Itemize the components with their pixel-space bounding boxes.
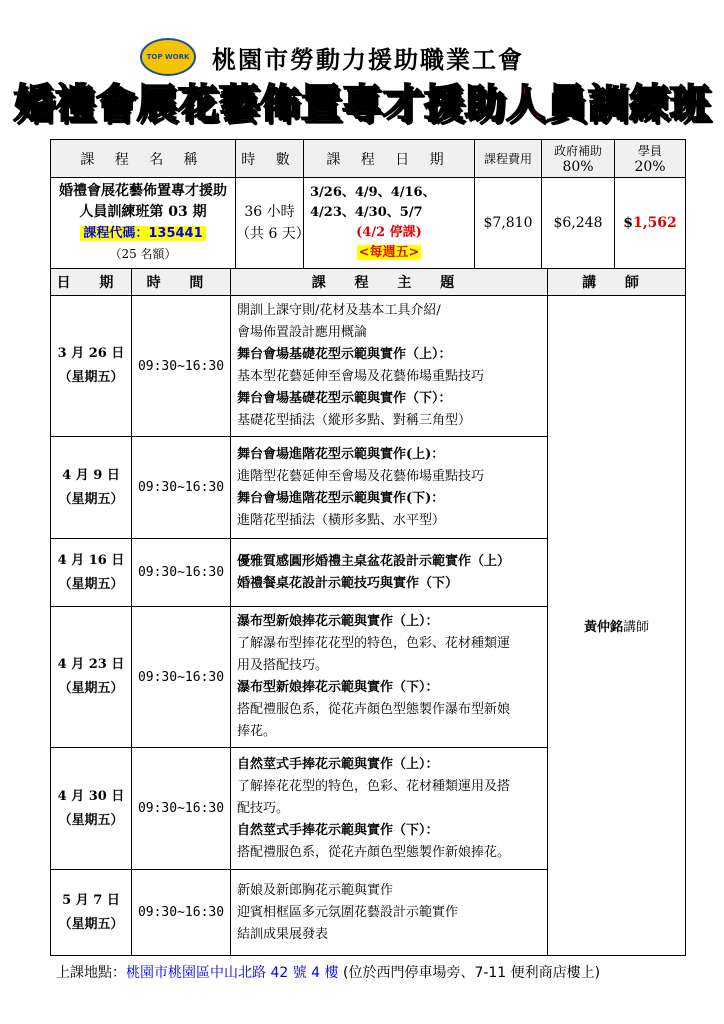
topic-line: 進階型花藝延伸至會場及花藝佈場重點技巧 — [237, 468, 485, 484]
fee-value: $7,810 — [475, 178, 542, 269]
teacher-name: 黃仲銘 — [583, 620, 623, 635]
topic-line: 迎賓相框區多元氛圍花藝設計示範實作 — [237, 904, 459, 920]
topic-line: 舞台會場基礎花型示範與實作（下）： — [237, 391, 452, 406]
header-topic: 課 程 主 題 — [231, 269, 548, 296]
weekday-note: <每週五> — [358, 245, 420, 260]
topic-line: 自然莖式手捧花示範與實作（上）： — [237, 756, 439, 772]
header-time: 時 間 — [132, 269, 231, 296]
organization-name: 桃園市勞動力援助職業工會 — [212, 46, 524, 74]
topic-line: 搭配禮服色系，從花卉顏色型態製作瀑布型新娘 — [237, 702, 511, 717]
course-dates: 3/26、4/9、4/16、4/23、4/30、5/7 — [310, 185, 436, 220]
topic-line: 結訓成果展發表 — [237, 926, 329, 942]
row-date: 4 月 23 日 （星期五） — [51, 607, 132, 748]
topic-line: 舞台會場基礎花型示範與實作（上）： — [237, 347, 452, 362]
suspend-note: (4/2 停課) — [356, 225, 422, 240]
gov-value: $6,248 — [542, 178, 615, 269]
topic-line: 舞台會場進階花型示範與實作(下)： — [237, 490, 445, 506]
topic-line: 基礎花型插法（縱形多點、對稱三角型） — [237, 413, 472, 428]
days-value: （共 6 天） — [236, 226, 310, 242]
topic-line: 自然莖式手捧花示範與實作（下）： — [237, 822, 439, 838]
hours-value: 36 小時 — [244, 204, 295, 220]
student-value: $1,562 — [615, 178, 686, 269]
location-note: (位於西門停車場旁、7-11 便利商店樓上) — [338, 965, 601, 981]
row-date: 3 月 26 日 （星期五） — [51, 296, 132, 437]
row-date: 4 月 9 日 （星期五） — [51, 437, 132, 539]
dates-cell — [304, 178, 475, 269]
header-gov-subsidy: 政府補助 80% — [542, 140, 615, 178]
page-header — [0, 30, 724, 130]
location-footer — [56, 962, 600, 982]
topic-line: 開訓上課守則/花材及基本工具介紹/ — [237, 303, 441, 318]
header-course-name: 課 程 名 稱 — [51, 140, 236, 178]
header-hours: 時 數 — [236, 140, 304, 178]
topic-line: 婚禮餐桌花設計示範技巧與實作（下） — [237, 575, 459, 591]
topic-line: 進階花型插法（橫形多點、水平型） — [237, 512, 446, 528]
course-name: 婚禮會展花藝佈置專才援助人員訓練班第 03 期 — [59, 183, 227, 220]
row-date: 5 月 7 日 （星期五） — [51, 870, 132, 956]
header-dates: 課 程 日 期 — [304, 140, 475, 178]
row-time: 09:30~16:30 — [132, 607, 231, 748]
row-topic — [231, 748, 548, 870]
row-topic — [231, 437, 548, 539]
schedule-table — [50, 268, 686, 956]
teacher-title: 講師 — [623, 620, 650, 635]
row-topic — [231, 870, 548, 956]
topic-line: 了解瀑布型捧花花型的特色，色彩、花材種類運 — [237, 636, 511, 651]
topic-line: 瀑布型新娘捧花示範與實作（下）： — [237, 680, 439, 695]
row-date: 4 月 16 日 （星期五） — [51, 539, 132, 607]
course-quota: （25 名額） — [109, 247, 177, 261]
logo-text: TOP WORK — [146, 53, 190, 61]
topic-line: 優雅質感圓形婚禮主桌盆花設計示範實作（上） — [237, 553, 511, 569]
row-time: 09:30~16:30 — [132, 296, 231, 437]
course-summary-table — [50, 139, 686, 269]
topic-line: 新娘及新郎胸花示範與實作 — [237, 882, 394, 898]
topic-line: 配技巧。 — [237, 800, 290, 816]
row-topic — [231, 296, 548, 437]
row-time: 09:30~16:30 — [132, 748, 231, 870]
topic-line: 基本型花藝延伸至會場及花藝佈場重點技巧 — [237, 369, 485, 384]
topic-line: 用及搭配技巧。 — [237, 658, 329, 673]
row-topic — [231, 607, 548, 748]
course-code: 課程代碼：135441 — [80, 226, 205, 241]
row-time: 09:30~16:30 — [132, 437, 231, 539]
topic-line: 了解捧花花型的特色，色彩、花材種類運用及搭 — [237, 778, 511, 794]
topic-line: 瀑布型新娘捧花示範與實作（上）： — [237, 614, 439, 629]
row-date: 4 月 30 日 （星期五） — [51, 748, 132, 870]
union-logo — [140, 38, 196, 76]
teacher-cell — [548, 296, 686, 956]
topic-line: 捧花。 — [237, 724, 277, 739]
header-date: 日 期 — [51, 269, 132, 296]
header-student-share: 學員 20% — [615, 140, 686, 178]
schedule-row — [51, 296, 686, 437]
hours-cell — [236, 178, 310, 269]
location-address: 桃園市桃園區中山北路 42 號 4 樓 — [126, 965, 339, 981]
location-label: 上課地點： — [56, 965, 126, 981]
topic-line: 搭配禮服色系，從花卉顏色型態製作新娘捧花。 — [237, 844, 511, 860]
page-title: 婚禮會展花藝佈置專才援助人員訓練班 — [13, 81, 711, 127]
header-teacher: 講 師 — [548, 269, 686, 296]
course-name-cell — [51, 178, 236, 269]
row-topic — [231, 539, 548, 607]
row-time: 09:30~16:30 — [132, 539, 231, 607]
topic-line: 會場佈置設計應用概論 — [237, 325, 368, 340]
header-fee: 課程費用 — [475, 140, 542, 178]
row-time: 09:30~16:30 — [132, 870, 231, 956]
topic-line: 舞台會場進階花型示範與實作(上)： — [237, 446, 445, 462]
